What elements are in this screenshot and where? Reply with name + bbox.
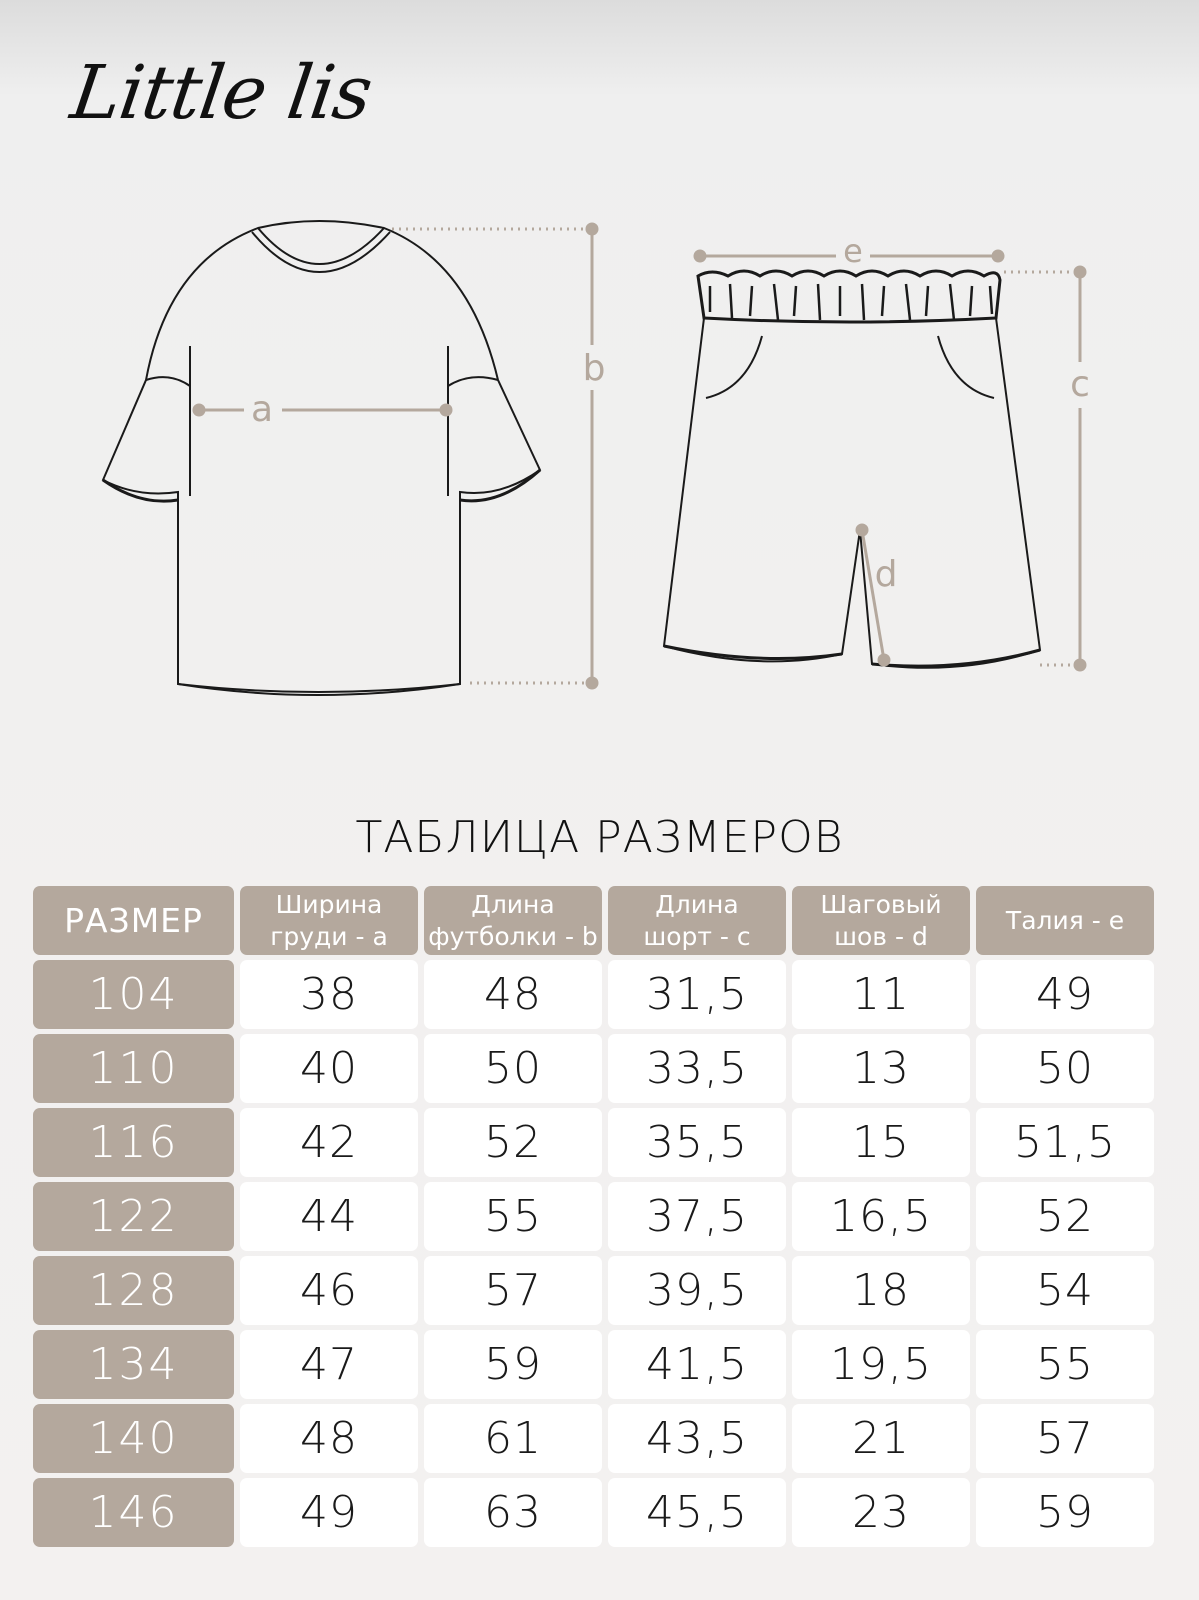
size-cell: 110 bbox=[33, 1034, 234, 1103]
table-cell: 59 bbox=[424, 1330, 602, 1399]
size-table-title: ТАБЛИЦА РАЗМЕРОВ bbox=[355, 812, 844, 863]
table-cell: 55 bbox=[976, 1330, 1154, 1399]
table-cell: 40 bbox=[240, 1034, 418, 1103]
table-header-line1: РАЗМЕР bbox=[64, 900, 203, 940]
table-cell: 50 bbox=[976, 1034, 1154, 1103]
table-cell: 49 bbox=[976, 960, 1154, 1029]
garment-diagram bbox=[0, 0, 1199, 720]
table-cell: 47 bbox=[240, 1330, 418, 1399]
table-cell: 21 bbox=[792, 1404, 970, 1473]
table-cell: 50 bbox=[424, 1034, 602, 1103]
label-e: e bbox=[843, 232, 863, 270]
table-cell: 41,5 bbox=[608, 1330, 786, 1399]
table-cell: 52 bbox=[424, 1108, 602, 1177]
table-cell: 48 bbox=[240, 1404, 418, 1473]
shorts-outline bbox=[664, 271, 1040, 668]
table-header-3 bbox=[608, 886, 786, 955]
table-cell: 55 bbox=[424, 1182, 602, 1251]
table-cell: 54 bbox=[976, 1256, 1154, 1325]
label-d: d bbox=[874, 554, 898, 595]
table-cell: 45,5 bbox=[608, 1478, 786, 1547]
table-header-5 bbox=[976, 886, 1154, 955]
size-cell: 116 bbox=[33, 1108, 234, 1177]
table-cell: 43,5 bbox=[608, 1404, 786, 1473]
measure-b bbox=[392, 224, 597, 688]
table-header-line2: груди - a bbox=[270, 921, 388, 951]
table-cell: 39,5 bbox=[608, 1256, 786, 1325]
table-cell: 16,5 bbox=[792, 1182, 970, 1251]
table-header-2 bbox=[424, 886, 602, 955]
table-cell: 48 bbox=[424, 960, 602, 1029]
size-cell: 146 bbox=[33, 1478, 234, 1547]
table-cell: 35,5 bbox=[608, 1108, 786, 1177]
table-header-line2: шов - d bbox=[834, 921, 928, 951]
table-cell: 15 bbox=[792, 1108, 970, 1177]
table-cell: 51,5 bbox=[976, 1108, 1154, 1177]
table-header-line1: Ширина bbox=[275, 889, 383, 919]
size-cell: 140 bbox=[33, 1404, 234, 1473]
table-cell: 23 bbox=[792, 1478, 970, 1547]
size-cell: 104 bbox=[33, 960, 234, 1029]
measure-a bbox=[194, 405, 451, 415]
table-cell: 42 bbox=[240, 1108, 418, 1177]
table-cell: 13 bbox=[792, 1034, 970, 1103]
size-cell: 128 bbox=[33, 1256, 234, 1325]
label-b: b bbox=[582, 348, 606, 389]
size-cell: 134 bbox=[33, 1330, 234, 1399]
table-cell: 61 bbox=[424, 1404, 602, 1473]
table-cell: 11 bbox=[792, 960, 970, 1029]
table-cell: 52 bbox=[976, 1182, 1154, 1251]
label-a: a bbox=[250, 389, 274, 430]
table-cell: 49 bbox=[240, 1478, 418, 1547]
table-header-line1: Шаговый bbox=[820, 889, 942, 919]
table-header-line1: Талия - e bbox=[1005, 905, 1125, 935]
size-cell: 122 bbox=[33, 1182, 234, 1251]
table-header-line2: шорт - c bbox=[643, 921, 751, 951]
label-c: c bbox=[1070, 364, 1090, 405]
table-cell: 19,5 bbox=[792, 1330, 970, 1399]
table-header-line2: футболки - b bbox=[428, 921, 598, 951]
table-cell: 33,5 bbox=[608, 1034, 786, 1103]
size-table bbox=[33, 886, 1154, 1547]
table-cell: 57 bbox=[424, 1256, 602, 1325]
table-cell: 18 bbox=[792, 1256, 970, 1325]
table-header-4 bbox=[792, 886, 970, 955]
table-cell: 59 bbox=[976, 1478, 1154, 1547]
table-cell: 37,5 bbox=[608, 1182, 786, 1251]
table-cell: 44 bbox=[240, 1182, 418, 1251]
table-cell: 46 bbox=[240, 1256, 418, 1325]
table-header-1 bbox=[240, 886, 418, 955]
table-cell: 63 bbox=[424, 1478, 602, 1547]
table-cell: 31,5 bbox=[608, 960, 786, 1029]
table-header-line1: Длина bbox=[471, 889, 555, 919]
table-header-line1: Длина bbox=[655, 889, 739, 919]
table-cell: 38 bbox=[240, 960, 418, 1029]
brand-logo: Little lis bbox=[65, 50, 377, 136]
table-header-0 bbox=[33, 886, 234, 955]
tshirt-outline bbox=[103, 221, 540, 695]
table-cell: 57 bbox=[976, 1404, 1154, 1473]
